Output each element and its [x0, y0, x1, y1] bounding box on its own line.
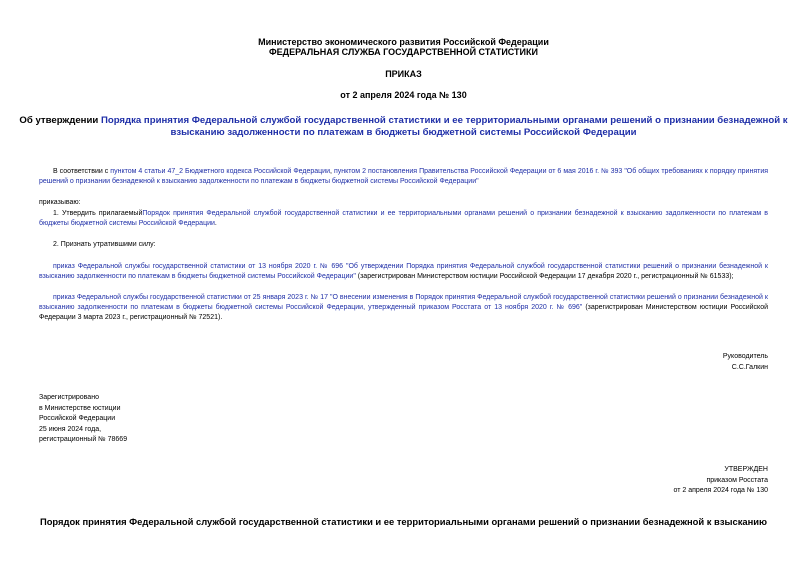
government-decree-link[interactable]: пунктом 2 постановления Правительства Российской Федерации от 6 мая 2016 г. № 393 "Об общих требованиях к порядку принятия решений о признании безнадежной к взысканию задолженности по платежам в бюджеты бюджетной системы Российской Федерации" [39, 168, 769, 185]
preamble-text: В соответствии с [53, 168, 109, 175]
order-17-link[interactable]: приказ Федеральной службы государственной статистики от 25 января 2023 г. № 17 "О внесении изменения в Порядок принятия Федеральной службой государственной статистики решений о признании безнадежной к взысканию задолженности по платежам в бюджеты бюджетной системы Российской Федерации, утвержденный приказом Росстата от 13 ноября 2020 г. № 696" [39, 294, 768, 311]
title-prefix: Об утверждении [19, 115, 99, 126]
approved-line-2: приказом Росстата [706, 477, 768, 484]
budget-code-link[interactable]: пунктом 4 статьи 47_2 Бюджетного кодекса Российской Федерации [110, 168, 331, 175]
approved-line-1: УТВЕРЖДЕН [724, 466, 768, 473]
registration-line-1: Зарегистрировано [39, 394, 99, 401]
preamble-paragraph [39, 167, 768, 187]
signature-position: Руководитель [722, 353, 768, 360]
registration-line-2: в Министерстве юстиции [39, 405, 121, 412]
item-1-text: 1. Утвердить прилагаемый [53, 210, 143, 217]
doc-date-number: от 2 апреля 2024 года № 130 [340, 90, 467, 100]
order-word: приказываю: [39, 199, 81, 206]
repeal-1-paragraph [39, 262, 768, 282]
item-1-paragraph [39, 209, 768, 229]
registration-line-5: регистрационный № 78669 [39, 436, 128, 443]
procedure-link[interactable]: Порядок принятия Федеральной службой государственной статистики и ее территориальными органами решений о признании безнадежной к взысканию задолженности по платежам в бюджеты бюджетной системы Российской Федерации [39, 210, 768, 227]
registration-line-3: Российской Федерации [39, 415, 116, 422]
approved-line-3: от 2 апреля 2024 года № 130 [673, 487, 768, 494]
repeal-2-text: (зарегистрирован Министерством юстиции Российской Федерации 3 марта 2023 г., регистрационный № 72521). [39, 304, 768, 321]
item-2-paragraph: 2. Признать утратившими силу: [53, 241, 156, 248]
title-procedure-link-line2[interactable]: взысканию задолженности по платежам в бюджеты бюджетной системы Российской Федерации [170, 127, 637, 138]
repeal-1-text: (зарегистрирован Министерством юстиции Российской Федерации 17 декабря 2020 г., регистрационный № 61533); [355, 273, 734, 280]
title-procedure-link[interactable]: Порядка принятия Федеральной службой государственной статистики и ее территориальными органами решений о признании безнадежной к [100, 115, 788, 126]
order-696-link[interactable]: приказ Федеральной службы государственной статистики от 13 ноября 2020 г. № 696 "Об утверждении Порядка принятия Федеральной службой государственной статистики решений о признании безнадежной к взысканию задолженности по платежам в бюджеты бюджетной системы Российской Федерации" [39, 263, 768, 280]
signature-name: С.С.Галкин [731, 364, 768, 371]
item-1-period: . [214, 220, 217, 227]
repeal-2-paragraph [39, 293, 768, 323]
preamble-comma: , [330, 168, 332, 175]
order-title [0, 115, 807, 127]
registration-line-4: 25 июня 2024 года, [39, 426, 102, 433]
doc-type-heading: ПРИКАЗ [385, 69, 422, 79]
service-heading: ФЕДЕРАЛЬНАЯ СЛУЖБА ГОСУДАРСТВЕННОЙ СТАТИСТИКИ [269, 47, 538, 57]
ministry-heading: Министерство экономического развития Российской Федерации [258, 37, 549, 47]
annex-title: Порядок принятия Федеральной службой государственной статистики и ее территориальными органами решений о признании безнадежной к взысканию [39, 516, 768, 527]
